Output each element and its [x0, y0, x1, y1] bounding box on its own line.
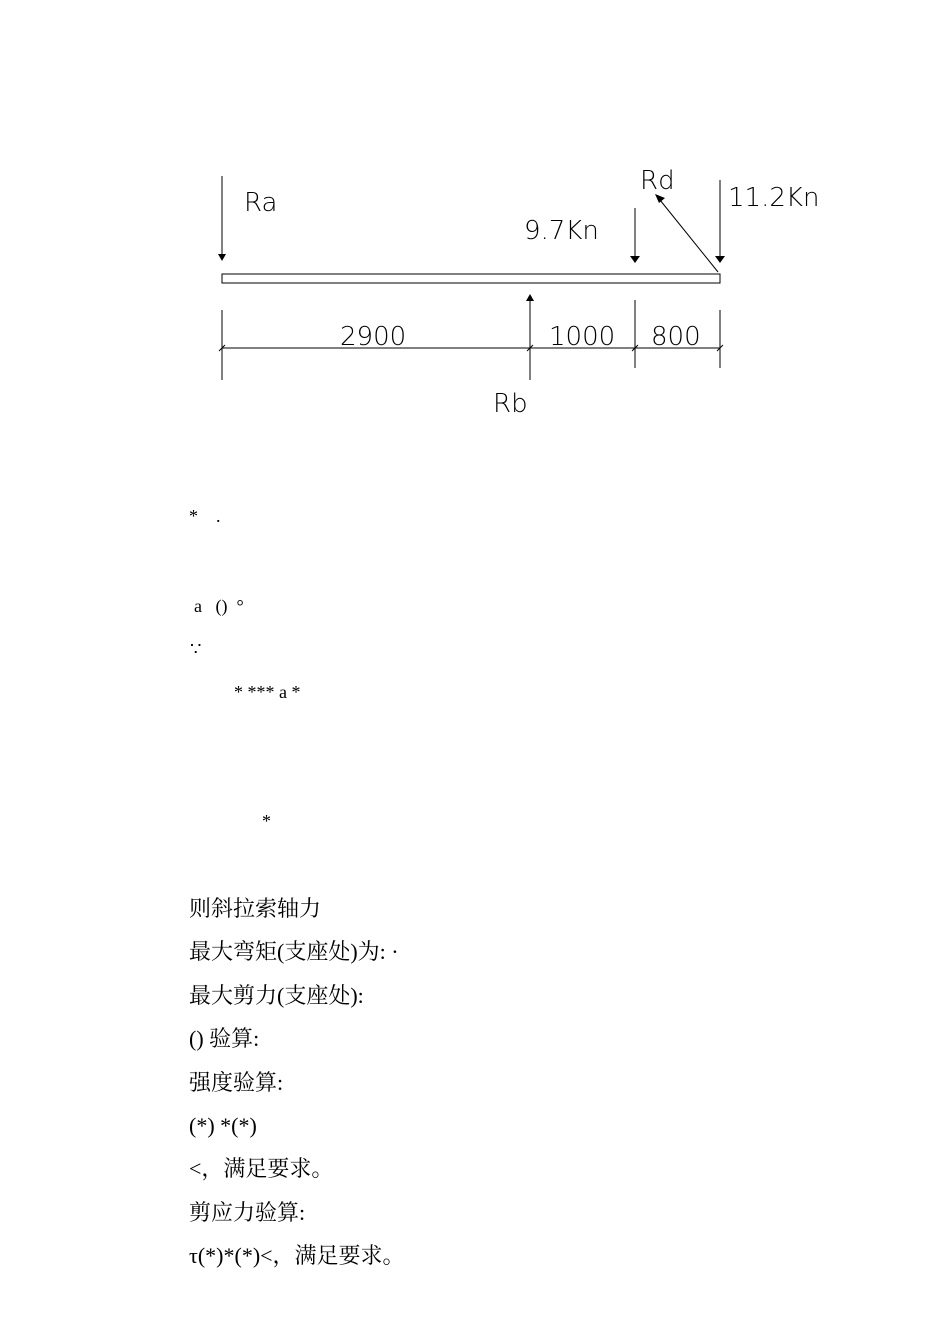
beam — [222, 274, 720, 283]
beam-diagram-svg — [0, 0, 950, 460]
text-strength-result: <，满足要求。 — [189, 1156, 334, 1181]
rd-arrow — [655, 194, 718, 272]
symbol-line-4: * *** a * — [234, 682, 301, 702]
text-shear-result: τ(*)*(*)<，满足要求。 — [189, 1243, 405, 1268]
load-1-label: 9.7Kn — [524, 216, 599, 246]
dimension-lines — [219, 300, 723, 380]
load-2-arrow — [715, 180, 725, 263]
dimension-2900: 2900 — [340, 322, 407, 352]
load-2-label: 11.2Kn — [728, 183, 820, 213]
ra-label: Ra — [244, 188, 278, 218]
symbol-line-5: * — [262, 811, 271, 831]
load-1-arrow — [630, 208, 640, 263]
rd-label: Rd — [640, 166, 675, 196]
rb-arrow — [526, 294, 534, 380]
rb-label: Rb — [493, 389, 528, 419]
ra-arrow — [218, 176, 226, 261]
text-max-moment: 最大弯矩(支座处)为: · — [189, 939, 399, 964]
symbol-line-3: ∵ — [190, 639, 202, 659]
text-shear-check: 剪应力验算: — [189, 1200, 306, 1225]
text-strength-formula: (*) *(*) — [189, 1113, 257, 1138]
symbol-line-2: a () ° — [194, 596, 244, 616]
text-cable-axial-force: 则斜拉索轴力 — [189, 896, 322, 921]
text-check-heading: () 验算: — [189, 1026, 260, 1051]
dimension-800: 800 — [651, 322, 701, 352]
dimension-1000: 1000 — [549, 322, 616, 352]
text-max-shear: 最大剪力(支座处): — [189, 983, 364, 1008]
symbol-line-1: * . — [189, 506, 221, 526]
text-strength-check: 强度验算: — [189, 1070, 284, 1095]
beam-diagram — [0, 0, 950, 460]
